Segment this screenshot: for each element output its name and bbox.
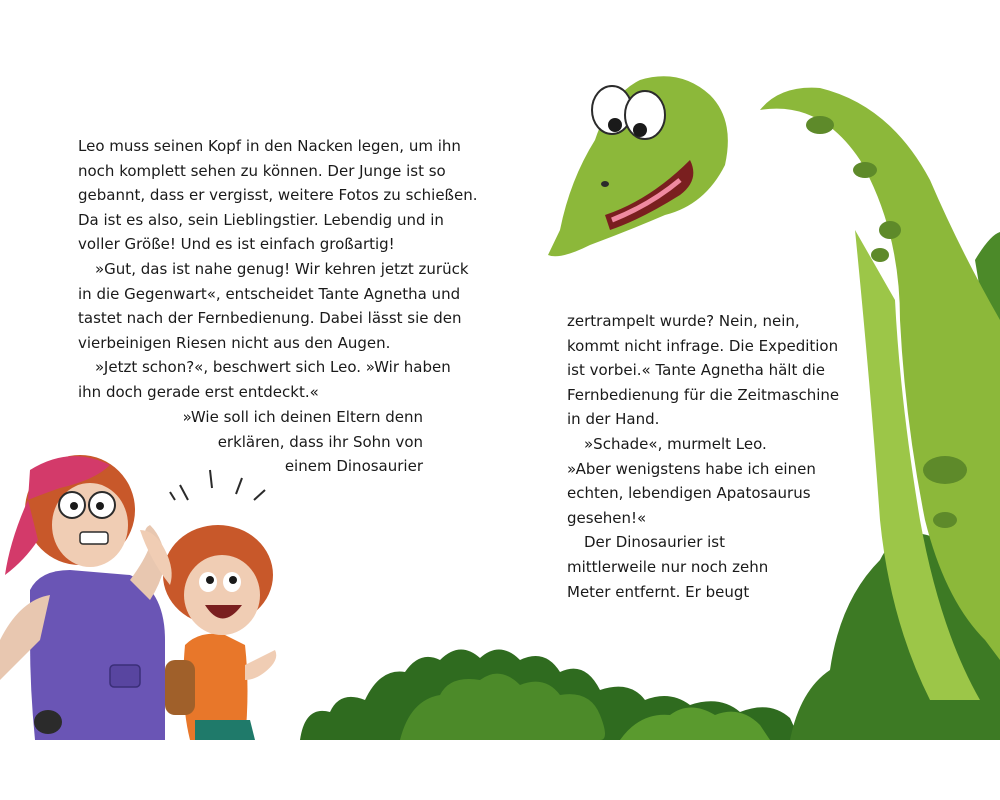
text-line: einem Dinosaurier — [284, 457, 423, 476]
text-line: Da ist es also, sein Lieblingstier. Lebendig und in — [78, 210, 444, 229]
left-page-text — [78, 134, 478, 405]
text-line: »Gut, das ist nahe genug! Wir kehren jetzt zurück — [95, 259, 469, 278]
text-line: Leo muss seinen Kopf in den Nacken legen, um ihn — [78, 137, 461, 155]
text-line: in die Gegenwart«, entscheidet Tante Agnetha und — [78, 284, 461, 303]
text-line: Fernbedienung für die Zeitmaschine — [567, 385, 840, 404]
right-page-text — [567, 309, 840, 604]
text-line: in der Hand. — [567, 410, 660, 429]
text-line: Der Dinosaurier ist — [584, 533, 725, 552]
text-line: ist vorbei.« Tante Agnetha hält die — [567, 361, 826, 380]
text-line: zertrampelt wurde? Nein, nein, — [567, 312, 800, 330]
text-line: noch komplett sehen zu können. Der Junge ist so — [78, 161, 446, 180]
text-line: voller Größe! Und es ist einfach großartig! — [78, 235, 395, 254]
aunt-agnetha — [0, 455, 165, 740]
text-line: tastet nach der Fernbedienung. Dabei lässt sie den — [78, 309, 462, 328]
text-line: »Wie soll ich deinen Eltern denn — [182, 408, 423, 426]
text-line: ihn doch gerade erst entdeckt.« — [78, 382, 319, 401]
text-line: gesehen!« — [567, 508, 647, 527]
left-page-text-tail — [78, 405, 423, 479]
text-line: »Jetzt schon?«, beschwert sich Leo. »Wir haben — [95, 358, 451, 377]
text-line: »Aber wenigstens habe ich einen — [567, 459, 816, 478]
text-line: kommt nicht infrage. Die Expedition — [567, 336, 839, 355]
text-line: gebannt, dass er vergisst, weitere Fotos zu schießen. — [78, 186, 478, 205]
text-line: mittlerweile nur noch zehn — [567, 557, 769, 576]
text-line: Meter entfernt. Er beugt — [567, 582, 750, 601]
text-line: echten, lebendigen Apatosaurus — [567, 484, 811, 503]
text-line: »Schade«, murmelt Leo. — [584, 434, 767, 453]
text-line: erklären, dass ihr Sohn von — [217, 432, 423, 451]
text-line: vierbeinigen Riesen nicht aus den Augen. — [78, 333, 391, 352]
